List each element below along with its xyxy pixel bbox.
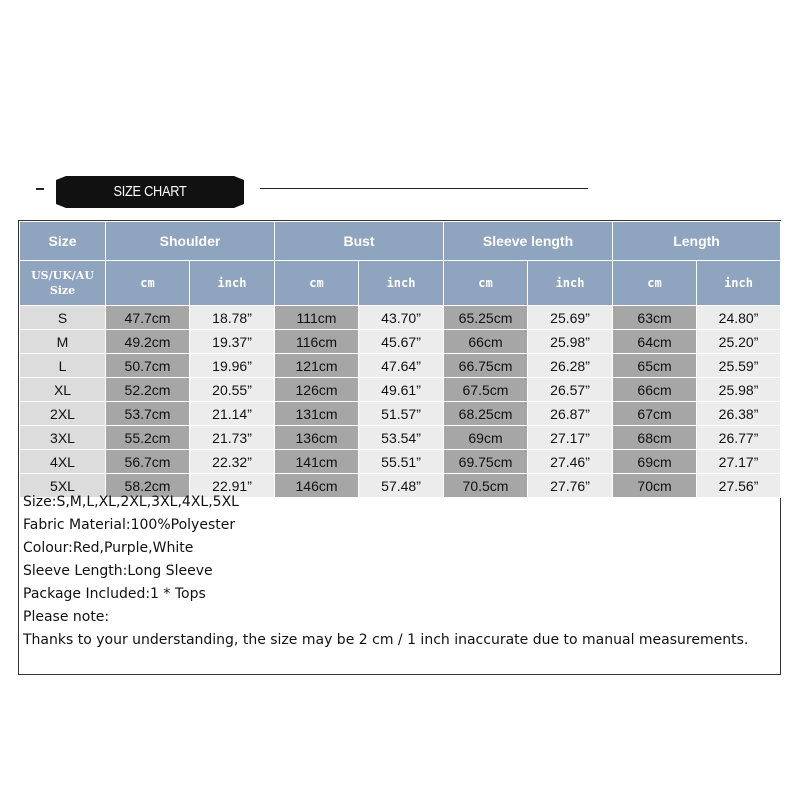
unit-inch: inch — [697, 261, 781, 306]
note-line: Fabric Material:100%Polyester — [23, 517, 236, 533]
shoulder-inch-cell: 19.37” — [190, 330, 275, 354]
note-line: Sleeve Length:Long Sleeve — [23, 563, 213, 579]
length-cm-cell: 68cm — [613, 426, 697, 450]
banner-title: SIZE CHART — [113, 183, 187, 200]
sleeve-cm-cell: 66cm — [444, 330, 528, 354]
table-row — [20, 378, 781, 402]
table-row — [20, 354, 781, 378]
sleeve-inch-cell: 26.87” — [528, 402, 613, 426]
shoulder-inch-cell: 21.73” — [190, 426, 275, 450]
shoulder-inch-cell: 22.32” — [190, 450, 275, 474]
sleeve-cm-cell: 69.75cm — [444, 450, 528, 474]
header-row — [20, 222, 781, 261]
sleeve-inch-cell: 25.69” — [528, 306, 613, 330]
sleeve-cm-cell: 68.25cm — [444, 402, 528, 426]
shoulder-cm-cell: 50.7cm — [106, 354, 190, 378]
shoulder-cm-cell: 56.7cm — [106, 450, 190, 474]
bust-cm-cell: 136cm — [275, 426, 359, 450]
shoulder-inch-cell: 19.96” — [190, 354, 275, 378]
bust-cm-cell: 111cm — [275, 306, 359, 330]
size-cell: M — [20, 330, 106, 354]
bust-inch-cell: 43.70” — [359, 306, 444, 330]
bust-cm-cell: 116cm — [275, 330, 359, 354]
length-cm-cell: 67cm — [613, 402, 697, 426]
bust-header: Bust — [275, 222, 444, 261]
sleeve-cm-cell: 66.75cm — [444, 354, 528, 378]
size-cell: 3XL — [20, 426, 106, 450]
size-sublabel — [20, 261, 106, 306]
bust-inch-cell: 45.67” — [359, 330, 444, 354]
sleeve-inch-cell: 25.98” — [528, 330, 613, 354]
size-cell: 2XL — [20, 402, 106, 426]
length-inch-cell: 27.17” — [697, 450, 781, 474]
sleeve-inch-cell: 26.57” — [528, 378, 613, 402]
length-inch-cell: 26.38” — [697, 402, 781, 426]
table-row — [20, 450, 781, 474]
size-cell: 4XL — [20, 450, 106, 474]
table-row — [20, 426, 781, 450]
length-cm-cell: 66cm — [613, 378, 697, 402]
sleeve-inch-cell: 26.28” — [528, 354, 613, 378]
sleeve-cm-cell: 69cm — [444, 426, 528, 450]
size-cell: XL — [20, 378, 106, 402]
unit-cm: cm — [106, 261, 190, 306]
shoulder-cm-cell: 53.7cm — [106, 402, 190, 426]
size-cell: 5XL — [20, 474, 106, 498]
size-chart-frame — [18, 220, 781, 675]
length-cm-cell: 63cm — [613, 306, 697, 330]
bust-cm-cell: 126cm — [275, 378, 359, 402]
bust-cm-cell: 121cm — [275, 354, 359, 378]
sleeve-cm-cell: 70.5cm — [444, 474, 528, 498]
note-line: Thanks to your understanding, the size may be 2 cm / 1 inch inaccurate due to manual measurements. — [23, 632, 749, 648]
bust-cm-cell: 131cm — [275, 402, 359, 426]
shoulder-cm-cell: 49.2cm — [106, 330, 190, 354]
unit-inch: inch — [528, 261, 613, 306]
bust-inch-cell: 47.64” — [359, 354, 444, 378]
sleeve-cm-cell: 65.25cm — [444, 306, 528, 330]
product-notes — [23, 491, 773, 652]
size-sublabel-line1: US/UK/AU — [31, 269, 94, 282]
bust-cm-cell: 141cm — [275, 450, 359, 474]
size-cell: S — [20, 306, 106, 330]
shoulder-inch-cell: 20.55” — [190, 378, 275, 402]
note-line: Colour:Red,Purple,White — [23, 540, 194, 556]
shoulder-inch-cell: 18.78” — [190, 306, 275, 330]
table-row — [20, 330, 781, 354]
unit-row — [20, 261, 781, 306]
shoulder-inch-cell: 21.14” — [190, 402, 275, 426]
unit-cm: cm — [613, 261, 697, 306]
bust-inch-cell: 49.61” — [359, 378, 444, 402]
header-dash — [36, 188, 44, 190]
table-row — [20, 402, 781, 426]
sleeve-inch-cell: 27.17” — [528, 426, 613, 450]
unit-inch: inch — [359, 261, 444, 306]
table-row — [20, 306, 781, 330]
length-cm-cell: 65cm — [613, 354, 697, 378]
shoulder-inch-cell: 22.91” — [190, 474, 275, 498]
size-header: Size — [20, 222, 106, 261]
note-line: Package Included:1 * Tops — [23, 586, 206, 602]
length-inch-cell: 25.20” — [697, 330, 781, 354]
sleeve-length-header: Sleeve length — [444, 222, 613, 261]
bust-inch-cell: 57.48” — [359, 474, 444, 498]
length-inch-cell: 25.98” — [697, 378, 781, 402]
shoulder-cm-cell: 52.2cm — [106, 378, 190, 402]
bust-cm-cell: 146cm — [275, 474, 359, 498]
sleeve-inch-cell: 27.76” — [528, 474, 613, 498]
size-sublabel-line2: Size — [49, 284, 76, 297]
length-header: Length — [613, 222, 781, 261]
length-cm-cell: 70cm — [613, 474, 697, 498]
length-inch-cell: 24.80” — [697, 306, 781, 330]
sleeve-cm-cell: 67.5cm — [444, 378, 528, 402]
shoulder-cm-cell: 55.2cm — [106, 426, 190, 450]
length-inch-cell: 26.77” — [697, 426, 781, 450]
length-cm-cell: 64cm — [613, 330, 697, 354]
bust-inch-cell: 53.54” — [359, 426, 444, 450]
shoulder-cm-cell: 47.7cm — [106, 306, 190, 330]
length-inch-cell: 25.59” — [697, 354, 781, 378]
note-line: Size:S,M,L,XL,2XL,3XL,4XL,5XL — [23, 494, 239, 510]
shoulder-header: Shoulder — [106, 222, 275, 261]
length-inch-cell: 27.56” — [697, 474, 781, 498]
size-table — [19, 221, 781, 498]
shoulder-cm-cell: 58.2cm — [106, 474, 190, 498]
bust-inch-cell: 51.57” — [359, 402, 444, 426]
size-chart-banner — [56, 176, 244, 208]
note-line: Please note: — [23, 609, 110, 625]
length-cm-cell: 69cm — [613, 450, 697, 474]
unit-cm: cm — [444, 261, 528, 306]
header-rule — [260, 188, 588, 189]
size-cell: L — [20, 354, 106, 378]
bust-inch-cell: 55.51” — [359, 450, 444, 474]
sleeve-inch-cell: 27.46” — [528, 450, 613, 474]
unit-inch: inch — [190, 261, 275, 306]
unit-cm: cm — [275, 261, 359, 306]
